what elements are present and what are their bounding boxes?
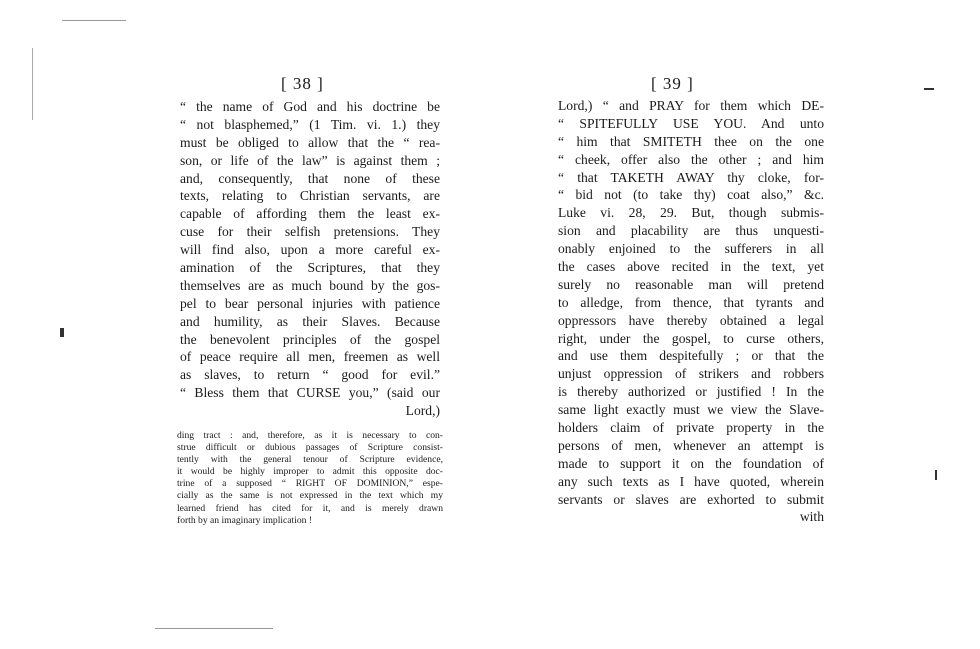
text-line: the cases above recited in the text, yet — [558, 259, 824, 275]
text-line: and humility, as their Slaves. Because — [180, 313, 440, 329]
scan-blot — [60, 328, 64, 337]
text-line: ding tract : and, therefore, as it is necessary to con- — [177, 430, 443, 441]
text-line: to alledge, from thence, that tyrants and — [558, 294, 824, 310]
scan-edge-mark-top — [62, 20, 126, 21]
text-line: cuse for their selfish pretensions. They — [180, 224, 440, 240]
text-line: right, under the gospel, to curse others, — [558, 330, 824, 346]
text-line: capable of affording them the least ex- — [180, 206, 440, 222]
text-line: cially as the same is not expressed in the text which my — [177, 490, 443, 502]
text-line: and use them despitefully ; or that the — [558, 348, 824, 364]
text-line: made to support it on the foundation of — [558, 455, 824, 471]
scan-edge-mark-bottom — [155, 628, 273, 629]
text-line: “ the name of God and his doctrine be — [180, 99, 440, 114]
text-line: “ cheek, offer also the other ; and him — [558, 151, 824, 167]
text-line: is thereby authorized or justified ! In the — [558, 384, 824, 400]
text-line: as slaves, to return “ good for evil.” — [180, 367, 440, 383]
text-line: tently with the general tenour of Scripture evidence, — [177, 454, 443, 466]
right-page-body — [558, 97, 824, 526]
text-line: Luke vi. 28, 29. But, though submis- — [558, 205, 824, 221]
scan-edge-mark-right — [924, 88, 934, 90]
text-line: texts, relating to Christian servants, are — [180, 188, 440, 204]
text-line: forth by an imaginary implication ! — [177, 514, 313, 526]
text-line: with — [799, 509, 824, 525]
text-line: learned friend has cited for it, and is merely drawn — [177, 502, 443, 514]
text-line: sion and placability are thus unquesti- — [558, 223, 824, 239]
text-line: pel to bear personal injuries with patience — [180, 295, 440, 311]
left-page-footnote — [177, 430, 443, 527]
text-line: Lord,) “ and PRAY for them which DE- — [558, 98, 824, 113]
text-line: of peace require all men, freemen as well — [180, 349, 440, 365]
text-line: unjust oppression of strikers and robbers — [558, 366, 824, 382]
scan-speck — [935, 470, 937, 480]
text-line: any such texts as I have quoted, wherein — [558, 473, 824, 489]
text-line: son, or life of the law” is against them ; — [180, 152, 440, 168]
text-line: “ bid not (to take thy) coat also,” &c. — [558, 187, 824, 203]
text-line: persons of men, whenever an attempt is — [558, 437, 824, 453]
text-line: will find also, upon a more careful ex- — [180, 242, 440, 258]
text-line: must be obliged to allow that the “ rea- — [180, 134, 440, 150]
text-line: the benevolent principles of the gospel — [180, 331, 440, 347]
text-line: surely no reasonable man will pretend — [558, 276, 824, 292]
text-line: “ Bless them that CURSE you,” (said our — [180, 385, 440, 401]
scan-edge-mark-left — [32, 48, 33, 120]
text-line: amination of the Scriptures, that they — [180, 260, 440, 276]
text-line: holders claim of private property in the — [558, 420, 824, 436]
text-line: trine of a supposed “ RIGHT OF DOMINION,” espe- — [177, 478, 443, 490]
text-line: “ not blasphemed,” (1 Tim. vi. 1.) they — [180, 116, 440, 132]
text-line: servants or slaves are exhorted to submit — [558, 491, 824, 507]
page-number-right: [ 39 ] — [651, 74, 694, 93]
text-line: it would be highly improper to admit this opposite doc- — [177, 466, 443, 478]
page-number-left: [ 38 ] — [281, 74, 324, 93]
text-line: oppressors have thereby obtained a legal — [558, 312, 824, 328]
text-line: and, consequently, that none of these — [180, 170, 440, 186]
left-page-body — [180, 98, 440, 420]
text-line: strue difficult or dubious passages of Scripture consist- — [177, 442, 443, 454]
text-line: Lord,) — [405, 403, 440, 419]
text-line: themselves are as much bound by the gos- — [180, 277, 440, 293]
text-line: “ that TAKETH AWAY thy cloke, for- — [558, 169, 824, 185]
text-line: onably enjoined to the sufferers in all — [558, 241, 824, 257]
text-line: “ him that SMITETH thee on the one — [558, 133, 824, 149]
text-line: “ SPITEFULLY USE YOU. And unto — [558, 115, 824, 131]
text-line: same light exactly must we view the Slave- — [558, 402, 824, 418]
